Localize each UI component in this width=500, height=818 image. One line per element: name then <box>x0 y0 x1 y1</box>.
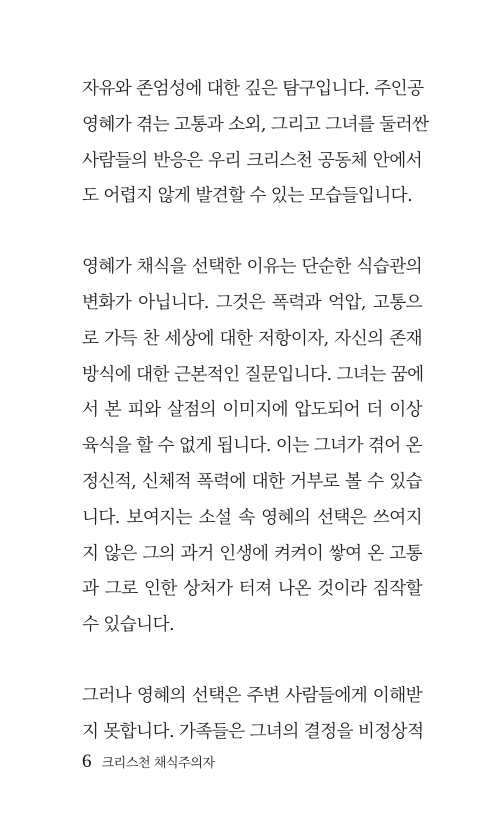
text-line: 영혜가 겪는 고통과 소외, 그리고 그녀를 둘러싼 <box>82 114 429 135</box>
text-line: 영혜가 채식을 선택한 이유는 단순한 식습관의 <box>82 257 422 278</box>
paragraph-2 <box>82 250 422 644</box>
text-line: 사람들의 반응은 우리 크리스천 공동체 안에서 <box>82 150 422 171</box>
paragraph-1 <box>82 72 429 215</box>
text-line: 그러나 영혜의 선택은 주변 사람들에게 이해받 <box>82 685 422 706</box>
text-line: 방식에 대한 근본적인 질문입니다. 그녀는 꿈에 <box>82 364 424 385</box>
text-line: 도 어렵지 않게 발견할 수 있는 모습들입니다. <box>82 186 413 207</box>
text-line: 지 못합니다. 가족들은 그녀의 결정을 비정상적 <box>82 721 424 742</box>
text-line: 육식을 할 수 없게 됩니다. 이는 그녀가 겪어 온 <box>82 436 423 457</box>
paragraph-gap <box>82 644 422 679</box>
running-title: 크리스천 채식주의자 <box>101 756 215 771</box>
page-footer <box>82 751 215 773</box>
text-line: 수 있습니다. <box>82 615 174 636</box>
text-line: 과 그로 인한 상처가 터져 나온 것이라 짐작할 <box>82 579 422 600</box>
text-line: 자유와 존엄성에 대한 깊은 탐구입니다. 주인공 <box>82 79 424 99</box>
paragraph-3 <box>82 679 422 751</box>
text-line: 로 가득 찬 세상에 대한 저항이자, 자신의 존재 <box>82 328 422 349</box>
text-line: 서 본 피와 살점의 이미지에 압도되어 더 이상 <box>82 400 422 421</box>
text-line: 니다. 보여지는 소설 속 영혜의 선택은 쓰여지 <box>82 507 422 528</box>
text-line: 변화가 아닙니다. 그것은 폭력과 억압, 고통으 <box>82 292 422 313</box>
body-text <box>82 72 429 751</box>
paragraph-gap <box>82 215 422 250</box>
page-number: 6 <box>82 751 92 772</box>
text-line: 지 않은 그의 과거 인생에 켜켜이 쌓여 온 고통 <box>82 543 422 564</box>
text-line: 정신적, 신체적 폭력에 대한 거부로 볼 수 있습 <box>82 471 422 492</box>
